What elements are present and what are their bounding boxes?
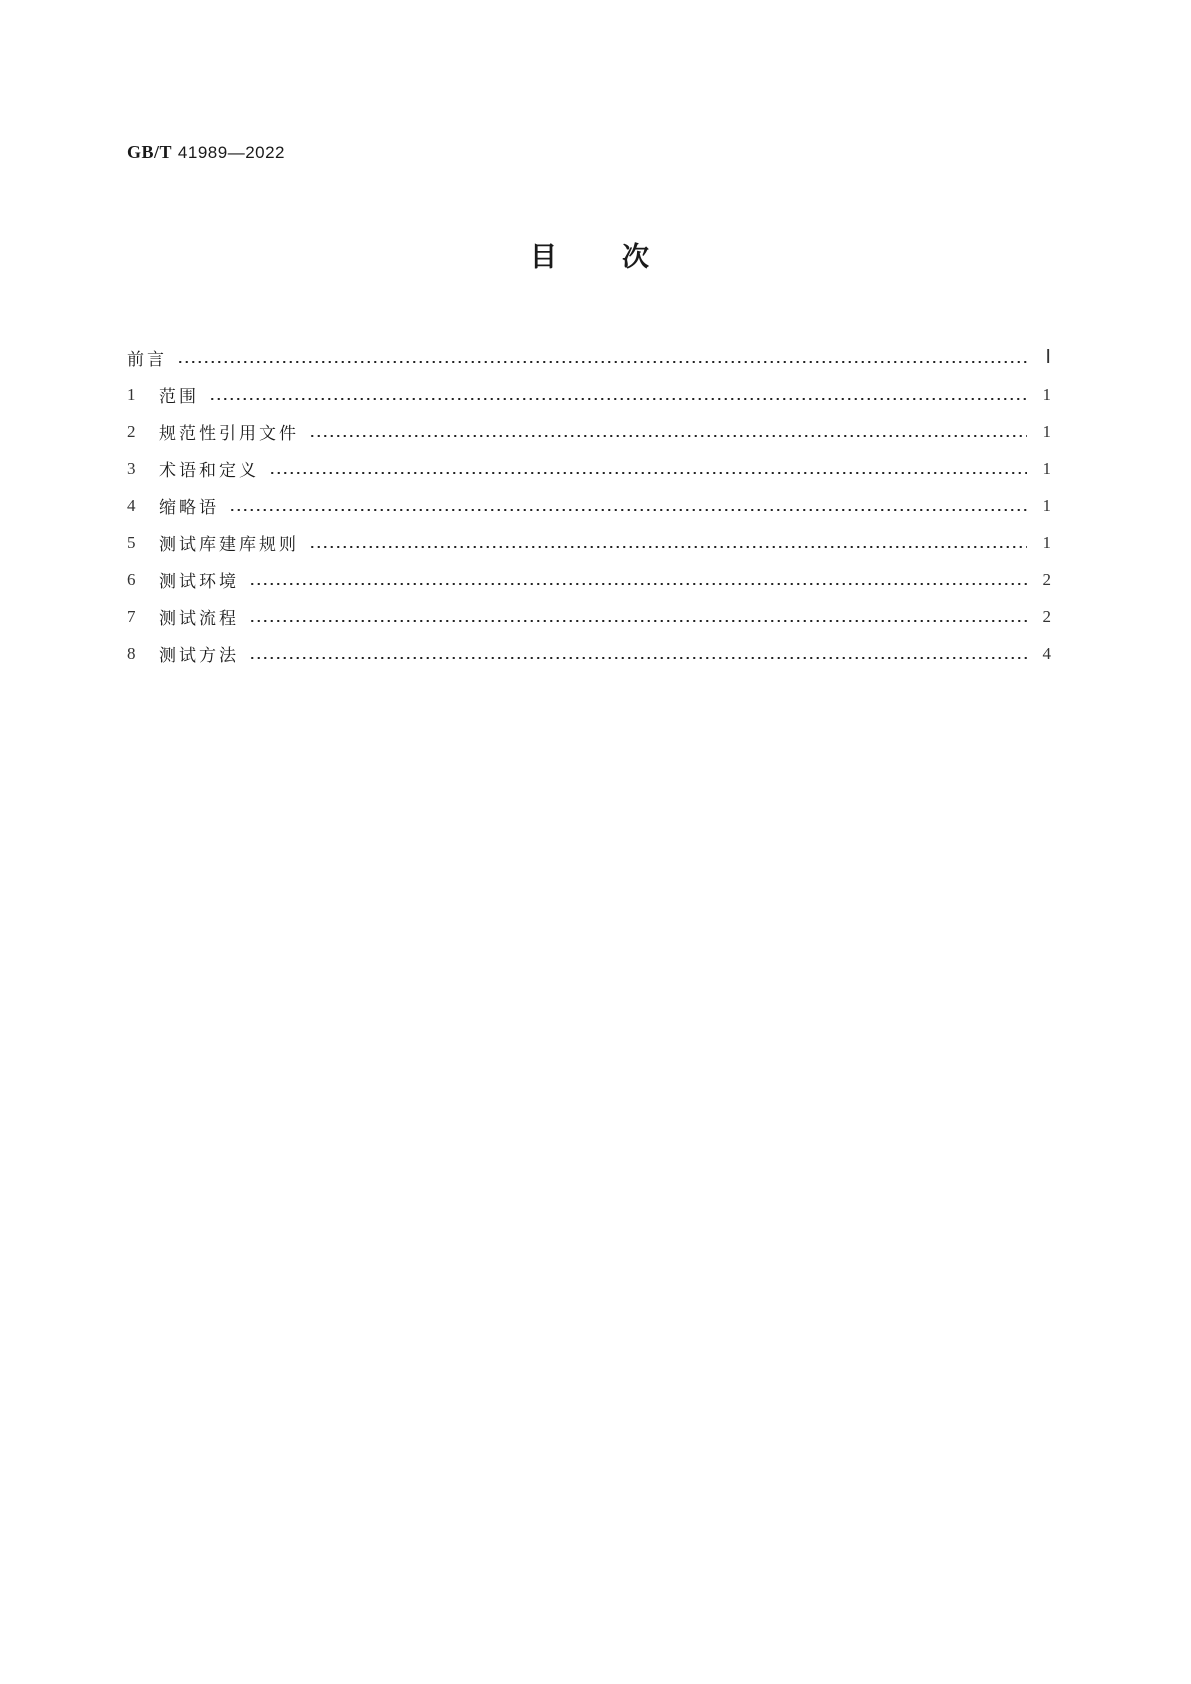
page-title (0, 238, 1191, 278)
standard-number: 41989—2022 (177, 143, 286, 162)
toc-entry-2[interactable] (127, 413, 1051, 450)
toc-leader-dots (229, 509, 1027, 511)
toc-entry-page: 2 (1042, 569, 1051, 589)
toc-entry-4[interactable] (127, 487, 1051, 524)
toc-entry-number: 3 (127, 458, 136, 478)
toc-entry-5[interactable] (127, 524, 1051, 561)
toc-entry-number: 5 (127, 532, 136, 552)
toc-entry-label: 测试库建库规则 (159, 535, 299, 555)
toc-entry-page: 1 (1042, 458, 1051, 478)
toc-entry-3[interactable] (127, 450, 1051, 487)
toc-leader-dots (249, 620, 1027, 622)
toc-entry-page: Ⅰ (1045, 347, 1051, 368)
toc-entry-number: 7 (127, 606, 136, 626)
toc-entry-label: 测试流程 (159, 609, 239, 629)
toc-entry-label: 测试环境 (159, 572, 239, 592)
toc-entry-number: 1 (127, 384, 136, 404)
page-title-char-2: 次 (622, 242, 649, 273)
toc-leader-dots (309, 546, 1027, 548)
toc-entry-number: 6 (127, 569, 136, 589)
table-of-contents (127, 339, 1051, 672)
toc-entry-label: 范围 (159, 387, 199, 407)
page-title-char-1: 目 (530, 242, 557, 273)
toc-entry-page: 4 (1042, 643, 1051, 663)
toc-leader-dots (249, 583, 1027, 585)
standard-prefix: GB/T (127, 142, 173, 162)
toc-leader-dots (309, 435, 1027, 437)
toc-entry-label: 前言 (127, 350, 167, 370)
toc-entry-page: 1 (1042, 495, 1051, 515)
toc-entry-label: 缩略语 (159, 498, 219, 518)
toc-entry-page: 2 (1042, 606, 1051, 626)
toc-entry-1[interactable] (127, 376, 1051, 413)
toc-entry-6[interactable] (127, 561, 1051, 598)
toc-entry-number: 4 (127, 495, 136, 515)
toc-leader-dots (177, 361, 1027, 363)
toc-entry-7[interactable] (127, 598, 1051, 635)
toc-entry-8[interactable] (127, 635, 1051, 672)
toc-entry-page: 1 (1042, 532, 1051, 552)
toc-entry-page: 1 (1042, 384, 1051, 404)
toc-entry-label: 术语和定义 (159, 461, 259, 481)
toc-leader-dots (269, 472, 1027, 474)
toc-entry-foreword[interactable] (127, 339, 1051, 376)
toc-entry-label: 规范性引用文件 (159, 424, 299, 444)
toc-leader-dots (249, 657, 1027, 659)
toc-entry-number: 2 (127, 421, 136, 441)
toc-entry-label: 测试方法 (159, 646, 239, 666)
toc-entry-page: 1 (1042, 421, 1051, 441)
standard-code (127, 140, 285, 165)
toc-entry-number: 8 (127, 643, 136, 663)
toc-leader-dots (209, 398, 1027, 400)
